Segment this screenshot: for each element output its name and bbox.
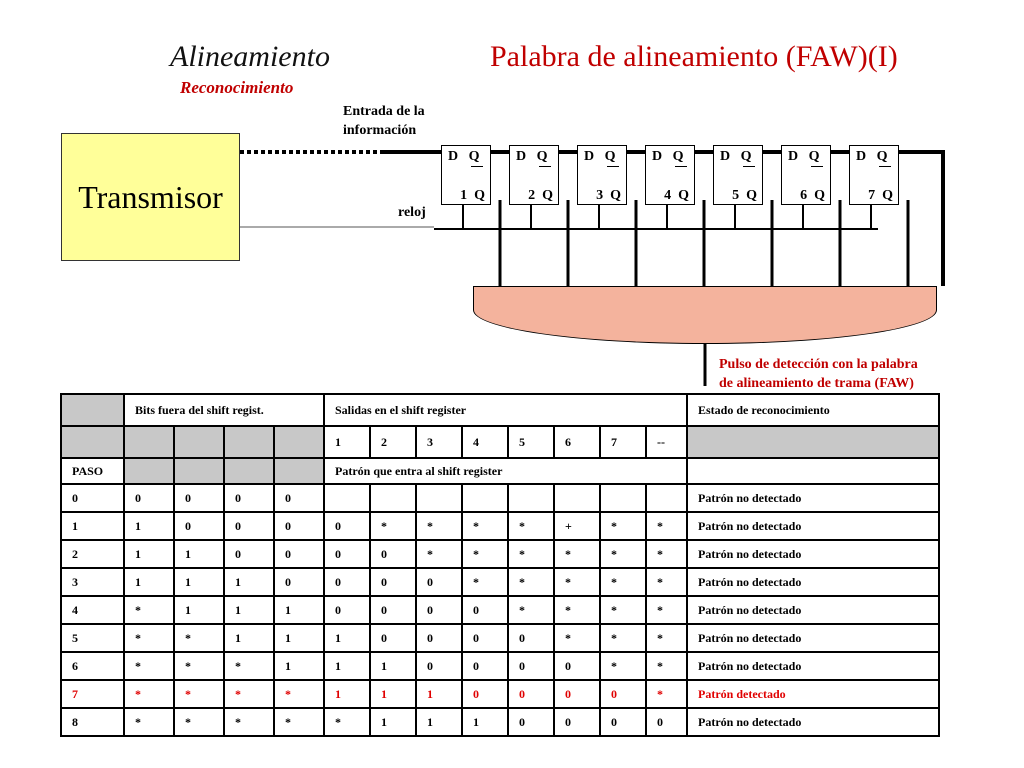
register-cell: * xyxy=(508,540,554,568)
input-label-line: Entrada de la xyxy=(343,104,425,119)
bit-out-cell: * xyxy=(274,708,324,736)
register-cell: 0 xyxy=(370,568,416,596)
register-cell: 1 xyxy=(324,652,370,680)
flipflop-number-q: 1 Q xyxy=(460,188,485,203)
table-row xyxy=(61,540,939,568)
table-subheader-row xyxy=(61,458,939,484)
register-cell: * xyxy=(462,540,508,568)
status-cell: Patrón no detectado xyxy=(687,624,939,652)
register-cell: 1 xyxy=(462,708,508,736)
register-cell: 0 xyxy=(646,708,687,736)
bit-out-cell: 0 xyxy=(274,568,324,596)
title-alineamiento: Alineamiento xyxy=(170,40,330,73)
table-corner-cell xyxy=(61,394,124,426)
flipflop-d-q: D Q xyxy=(788,149,820,164)
register-cell: * xyxy=(600,624,646,652)
register-cell: * xyxy=(462,512,508,540)
register-cell: 0 xyxy=(508,680,554,708)
bit-out-cell: * xyxy=(224,680,274,708)
register-cell: 0 xyxy=(508,652,554,680)
register-cell xyxy=(508,484,554,512)
q-bar xyxy=(879,166,891,167)
table-row xyxy=(61,484,939,512)
register-cell: + xyxy=(554,512,600,540)
status-cell: Patrón no detectado xyxy=(687,540,939,568)
bit-out-cell: 0 xyxy=(274,484,324,512)
register-cell xyxy=(324,484,370,512)
bit-out-cell: 1 xyxy=(174,540,224,568)
status-cell: Patrón no detectado xyxy=(687,708,939,736)
register-cell: 0 xyxy=(370,540,416,568)
bit-out-cell: 1 xyxy=(174,568,224,596)
bit-out-cell: 1 xyxy=(124,512,174,540)
step-cell: 8 xyxy=(61,708,124,736)
register-cell: * xyxy=(600,540,646,568)
register-cell: 0 xyxy=(554,708,600,736)
bit-out-cell: * xyxy=(124,680,174,708)
register-cell xyxy=(462,484,508,512)
register-cell: 0 xyxy=(462,624,508,652)
register-cell: * xyxy=(600,652,646,680)
register-cell: 0 xyxy=(462,596,508,624)
flipflop-6 xyxy=(781,145,831,205)
status-cell: Patrón no detectado xyxy=(687,652,939,680)
step-cell: 3 xyxy=(61,568,124,596)
bit-out-cell: 1 xyxy=(174,596,224,624)
q-bar xyxy=(675,166,687,167)
register-cell: * xyxy=(554,596,600,624)
register-cell: 1 xyxy=(370,708,416,736)
register-cell: * xyxy=(508,568,554,596)
step-cell: 5 xyxy=(61,624,124,652)
bit-out-cell: * xyxy=(124,652,174,680)
register-cell: * xyxy=(646,540,687,568)
register-cell: 1 xyxy=(324,624,370,652)
clock-drops xyxy=(463,205,871,229)
bit-out-cell: 0 xyxy=(224,512,274,540)
register-cell: * xyxy=(646,512,687,540)
input-label-line: información xyxy=(343,123,417,138)
flipflop-number-q: 7 Q xyxy=(868,188,893,203)
register-cell: * xyxy=(554,624,600,652)
register-cell: 0 xyxy=(370,596,416,624)
bit-out-cell: * xyxy=(174,680,224,708)
register-cell: * xyxy=(416,512,462,540)
bit-out-cell: 1 xyxy=(124,568,174,596)
register-position: 2 xyxy=(370,426,416,458)
register-cell: * xyxy=(646,624,687,652)
register-position: 5 xyxy=(508,426,554,458)
bit-out-cell: 1 xyxy=(224,596,274,624)
transmitter-label: Transmisor xyxy=(78,178,223,215)
step-cell: 4 xyxy=(61,596,124,624)
table-row xyxy=(61,708,939,736)
step-cell: 1 xyxy=(61,512,124,540)
bit-out-cell: 1 xyxy=(124,540,174,568)
table-body xyxy=(61,484,939,736)
register-cell: * xyxy=(600,596,646,624)
step-cell: 0 xyxy=(61,484,124,512)
register-cell: 1 xyxy=(416,708,462,736)
bit-out-cell: 1 xyxy=(274,624,324,652)
bit-out-cell: * xyxy=(124,624,174,652)
register-cell: 0 xyxy=(324,568,370,596)
table-row xyxy=(61,596,939,624)
detection-pulse-label xyxy=(719,355,918,393)
flipflop-d-q: D Q xyxy=(652,149,684,164)
bit-out-cell: * xyxy=(124,708,174,736)
register-cell: * xyxy=(600,568,646,596)
q-bar xyxy=(471,166,483,167)
register-cell: 0 xyxy=(416,624,462,652)
register-cell xyxy=(646,484,687,512)
register-cell: 0 xyxy=(600,680,646,708)
register-cell: * xyxy=(600,512,646,540)
status-cell: Patrón no detectado xyxy=(687,596,939,624)
detection-pulse-line: de alineamiento de trama (FAW) xyxy=(719,376,914,391)
bit-out-cell: * xyxy=(274,680,324,708)
register-cell xyxy=(554,484,600,512)
bit-out-cell: 1 xyxy=(224,568,274,596)
transmitter-box xyxy=(61,133,240,261)
bit-out-cell: 0 xyxy=(274,512,324,540)
flipflop-number-q: 2 Q xyxy=(528,188,553,203)
register-cell: 0 xyxy=(462,652,508,680)
table-row xyxy=(61,624,939,652)
flipflop-4 xyxy=(645,145,695,205)
bit-out-cell: 1 xyxy=(224,624,274,652)
register-cell: * xyxy=(508,596,554,624)
table-row xyxy=(61,652,939,680)
header-step: PASO xyxy=(61,458,124,484)
bit-out-cell: * xyxy=(174,652,224,680)
header-bits-out: Bits fuera del shift regist. xyxy=(124,394,324,426)
register-cell: 0 xyxy=(554,680,600,708)
register-cell: * xyxy=(416,540,462,568)
register-cell: 1 xyxy=(324,680,370,708)
q-bar xyxy=(539,166,551,167)
q-bar xyxy=(743,166,755,167)
register-cell: 1 xyxy=(416,680,462,708)
flipflop-1 xyxy=(441,145,491,205)
register-cell: * xyxy=(508,512,554,540)
status-cell: Patrón detectado xyxy=(687,680,939,708)
register-cell: 0 xyxy=(600,708,646,736)
register-cell: 0 xyxy=(324,596,370,624)
register-cell: * xyxy=(554,540,600,568)
bit-out-cell: 1 xyxy=(274,596,324,624)
register-cell: 0 xyxy=(370,624,416,652)
bit-out-cell: * xyxy=(224,708,274,736)
table-header-row xyxy=(61,394,939,426)
flipflop-2 xyxy=(509,145,559,205)
register-position: 4 xyxy=(462,426,508,458)
register-cell: 0 xyxy=(416,596,462,624)
header-register-outputs: Salidas en el shift register xyxy=(324,394,687,426)
step-cell: 7 xyxy=(61,680,124,708)
register-cell: * xyxy=(554,568,600,596)
detection-pulse-line: Pulso de detección con la palabra xyxy=(719,357,918,372)
flipflop-number-q: 6 Q xyxy=(800,188,825,203)
register-cell: * xyxy=(370,512,416,540)
register-cell: 0 xyxy=(324,540,370,568)
step-cell: 6 xyxy=(61,652,124,680)
register-cell xyxy=(600,484,646,512)
flipflop-5 xyxy=(713,145,763,205)
bit-out-cell: 0 xyxy=(174,484,224,512)
bit-out-cell: 0 xyxy=(124,484,174,512)
register-cell: 0 xyxy=(416,652,462,680)
status-cell: Patrón no detectado xyxy=(687,568,939,596)
bit-out-cell: * xyxy=(174,624,224,652)
status-cell: Patrón no detectado xyxy=(687,484,939,512)
flipflop-d-q: D Q xyxy=(720,149,752,164)
recognition-table xyxy=(60,393,940,737)
register-cell: 0 xyxy=(508,708,554,736)
register-cell: 0 xyxy=(462,680,508,708)
register-position: 1 xyxy=(324,426,370,458)
header-pattern: Patrón que entra al shift register xyxy=(324,458,687,484)
register-cell: * xyxy=(646,568,687,596)
bit-out-cell: 0 xyxy=(174,512,224,540)
slide-title: Palabra de alineamiento (FAW)(I) xyxy=(490,40,898,73)
flipflop-d-q: D Q xyxy=(856,149,888,164)
flipflop-d-q: D Q xyxy=(448,149,480,164)
register-position: 3 xyxy=(416,426,462,458)
flipflop-3 xyxy=(577,145,627,205)
bit-out-cell: 0 xyxy=(274,540,324,568)
table-row xyxy=(61,568,939,596)
register-output-lines xyxy=(500,200,908,286)
flipflop-number-q: 5 Q xyxy=(732,188,757,203)
bit-out-cell: 0 xyxy=(224,540,274,568)
register-cell xyxy=(370,484,416,512)
register-cell: 1 xyxy=(370,680,416,708)
flipflop-number-q: 3 Q xyxy=(596,188,621,203)
flipflop-d-q: D Q xyxy=(516,149,548,164)
flipflop-7 xyxy=(849,145,899,205)
q-bar xyxy=(811,166,823,167)
register-position: 7 xyxy=(600,426,646,458)
register-position: -- xyxy=(646,426,687,458)
flipflop-number-q: 4 Q xyxy=(664,188,689,203)
register-cell: * xyxy=(646,652,687,680)
header-recognition-status: Estado de reconocimiento xyxy=(687,394,939,426)
register-cell: 0 xyxy=(508,624,554,652)
register-cell: 1 xyxy=(370,652,416,680)
register-cell: * xyxy=(646,680,687,708)
bit-out-cell: 1 xyxy=(274,652,324,680)
register-position: 6 xyxy=(554,426,600,458)
register-cell: 0 xyxy=(554,652,600,680)
flipflop-d-q: D Q xyxy=(584,149,616,164)
table-row xyxy=(61,512,939,540)
input-label xyxy=(343,102,425,140)
bit-out-cell: * xyxy=(174,708,224,736)
bit-out-cell: * xyxy=(224,652,274,680)
clock-label: reloj xyxy=(398,205,426,220)
step-cell: 2 xyxy=(61,540,124,568)
bit-out-cell: * xyxy=(124,596,174,624)
register-cell: 0 xyxy=(416,568,462,596)
register-cell: * xyxy=(462,568,508,596)
bit-out-cell: 0 xyxy=(224,484,274,512)
register-cell: 0 xyxy=(324,512,370,540)
register-cell xyxy=(416,484,462,512)
table-row xyxy=(61,680,939,708)
table-positions-row xyxy=(61,426,939,458)
subtitle-reconocimiento: Reconocimiento xyxy=(180,78,294,97)
q-bar xyxy=(607,166,619,167)
status-cell: Patrón no detectado xyxy=(687,512,939,540)
register-cell: * xyxy=(646,596,687,624)
register-cell: * xyxy=(324,708,370,736)
